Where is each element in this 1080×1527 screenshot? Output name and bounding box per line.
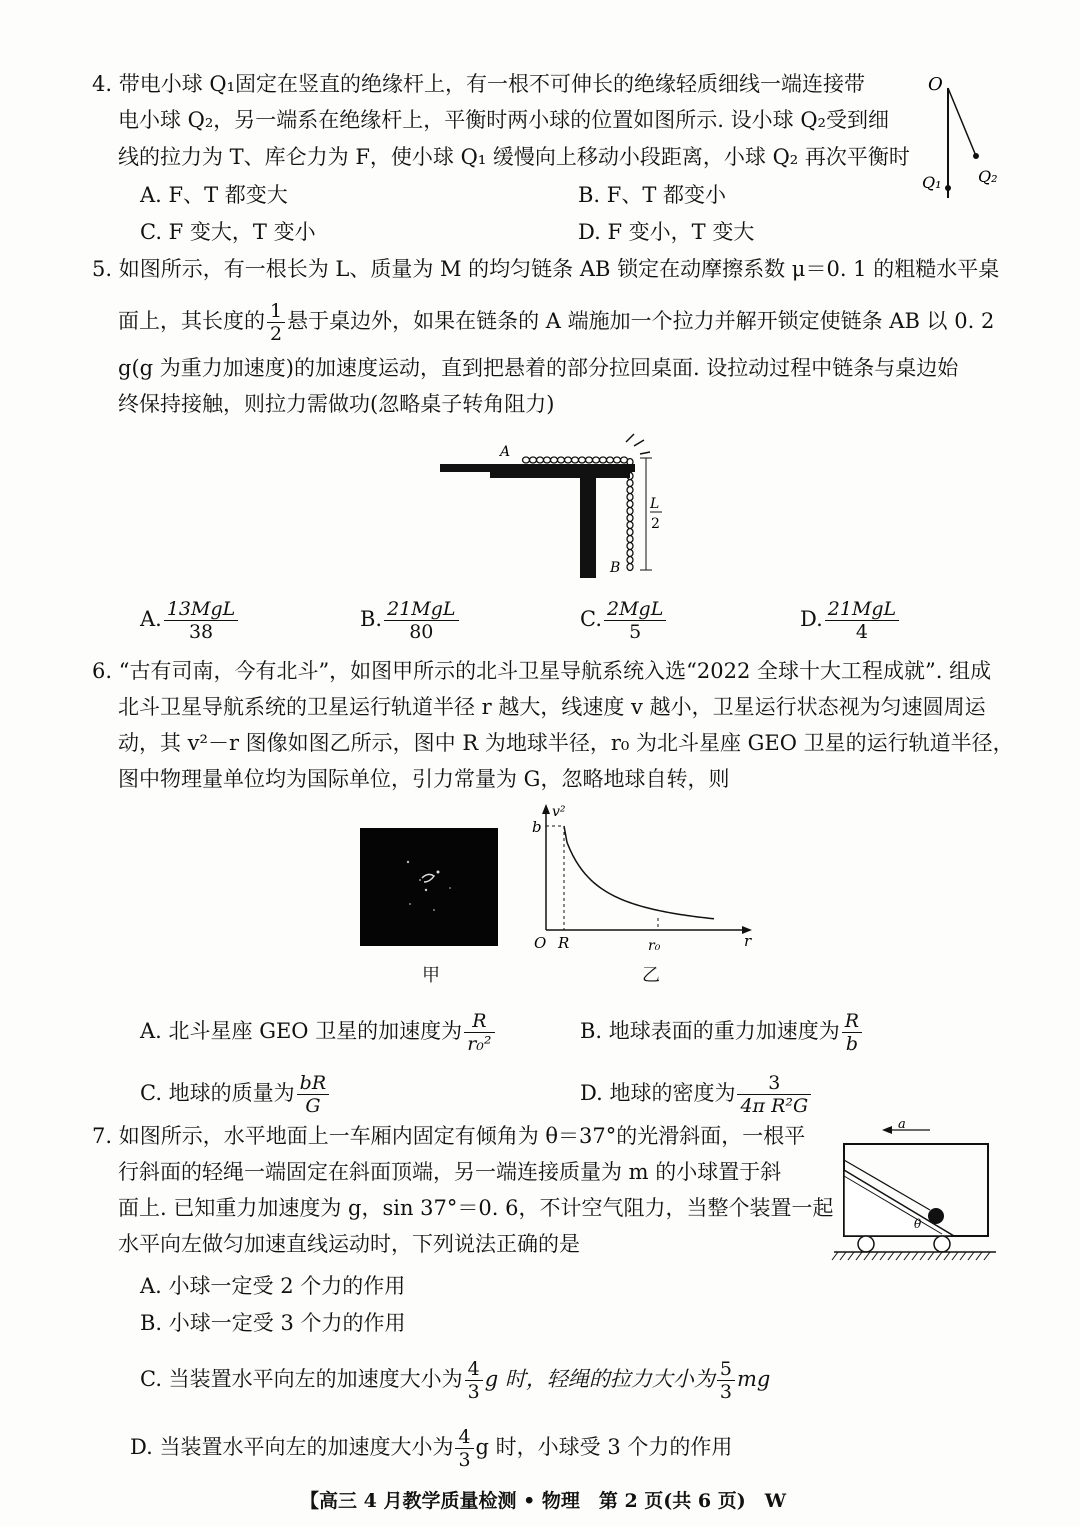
hatch-line: [880, 1252, 886, 1260]
label-r0: r₀: [648, 938, 661, 954]
pulley-edge-mark: [626, 434, 650, 454]
ball-q1: [945, 185, 951, 191]
hatch-line: [904, 1252, 910, 1260]
label-q2: Q₂: [978, 167, 998, 186]
chain-link: [551, 457, 558, 463]
label-q1: Q₁: [922, 173, 942, 192]
hatch-line: [864, 1252, 870, 1260]
q5-option-c: C. $\frac{\text{2MgL}}{5}$: [580, 598, 668, 643]
caption-jia: 甲: [422, 965, 440, 986]
caption-yi: 乙: [642, 965, 660, 986]
chain-link: [523, 457, 530, 463]
q4-line-3: 线的拉力为 T、库仑力为 F，使小球 Q₁ 缓慢向上移动小段距离，小球 Q₂ 再次平衡时: [118, 145, 910, 169]
q4-line-1: 4. 带电小球 Q₁固定在竖直的绝缘杆上，有一根不可伸长的绝缘轻质细线一端连接带: [92, 72, 866, 96]
q6-option-a: A. 北斗星座 GEO 卫星的加速度为 $\frac{R}{\text{r₀²}}$: [140, 1010, 497, 1055]
q4-option-b: B. F、T 都变小: [578, 183, 727, 207]
chain-link: [530, 457, 537, 463]
q7-figure-carriage: [830, 1118, 1000, 1268]
q4-line-2: 电小球 Q₂，另一端系在绝缘杆上，平衡时两小球的位置如图所示. 设小球 Q₂受到细: [118, 108, 889, 132]
hatch-line: [920, 1252, 926, 1260]
ball: [928, 1208, 944, 1224]
q7-option-d: D. 当装置水平向左的加速度大小为 $\frac{4}{3}$ g 时，小球受 3 个力的作用: [130, 1426, 733, 1471]
label-2: 2: [651, 516, 660, 532]
table-leg: [580, 478, 596, 578]
hatch-line: [840, 1252, 846, 1260]
hatch-line: [928, 1252, 934, 1260]
q5-line-2-pre: 面上，其长度的: [118, 309, 265, 333]
beidou-photo: [360, 828, 498, 946]
label-origin: O: [534, 934, 547, 952]
table-top: [440, 464, 635, 472]
q7-line-3: 面上. 已知重力加速度为 g，sin 37°＝0. 6，不计空气阻力，当整个装置一起: [118, 1196, 834, 1220]
label-l: L: [650, 496, 660, 512]
hatch-line: [912, 1252, 918, 1260]
q5-figure-chain-table: [430, 430, 680, 585]
label-R: R: [558, 934, 570, 952]
q6-v2-r-graph: [530, 800, 760, 960]
hatch-line: [984, 1252, 990, 1260]
hatch-line: [896, 1252, 902, 1260]
hatch-line: [848, 1252, 854, 1260]
page-footer: 【高三 4 月教学质量检测 • 物理 第 2 页(共 6 页) W: [300, 1490, 787, 1512]
chain-link: [627, 564, 633, 571]
q5-line-3: g(g 为重力加速度)的加速度运动，直到把悬着的部分拉回桌面. 设拉动过程中链条与桌边始: [118, 356, 959, 380]
hatch-line: [856, 1252, 862, 1260]
chain-link: [586, 457, 593, 463]
wheel-left: [858, 1236, 874, 1252]
chain-link: [627, 522, 633, 529]
q6-line-3: 动，其 v²－r 图像如图乙所示，图中 R 为地球半径，r₀ 为北斗星座 GEO 卫星的运行轨道半径，: [118, 731, 1014, 755]
photo-stars: [360, 828, 498, 946]
q6-line-1: 6. “古有司南，今有北斗”，如图甲所示的北斗卫星导航系统入选“2022 全球十大工程成就”. 组成: [92, 659, 992, 683]
v2-curve: [564, 826, 714, 919]
q5-option-a: A. $\frac{\text{13MgL}}{38}$: [140, 598, 240, 643]
thread: [948, 88, 976, 156]
q6-option-b: B. 地球表面的重力加速度为 $\frac{R}{b}$: [580, 1010, 864, 1055]
q6-option-c: C. 地球的质量为 $\frac{bR}{G}$: [140, 1072, 331, 1117]
chain-link: [579, 457, 586, 463]
hatch-line: [968, 1252, 974, 1260]
chain-link: [627, 536, 633, 543]
label-o: O: [928, 74, 943, 95]
label-b: b: [532, 818, 542, 836]
ground-hatch: [832, 1252, 990, 1260]
label-theta: θ: [914, 1217, 922, 1231]
q7-option-a: A. 小球一定受 2 个力的作用: [140, 1274, 406, 1298]
fraction-one-half: $\frac{1}{2}$: [267, 300, 285, 345]
chain-link: [600, 457, 607, 463]
label-r: r: [744, 932, 752, 950]
label-a: a: [898, 1118, 906, 1132]
q7-line-2: 行斜面的轻绳一端固定在斜面顶端，另一端连接质量为 m 的小球置于斜: [118, 1160, 782, 1184]
hatch-line: [952, 1252, 958, 1260]
q7-option-b: B. 小球一定受 3 个力的作用: [140, 1311, 406, 1335]
chain-link: [627, 487, 633, 494]
chain-link: [627, 480, 633, 487]
q5-option-d: D. $\frac{\text{21MgL}}{4}$: [800, 598, 901, 643]
q7-option-c: C. 当装置水平向左的加速度大小为 $\frac{4}{3}$ g 时，轻绳的拉力大小为 $\frac{5}{3}$ mg: [140, 1358, 771, 1403]
chain-link: [614, 457, 621, 463]
q4-figure: [920, 70, 1000, 210]
q5-line-2-post: 悬于桌边外，如果在链条的 A 端施加一个拉力并解开锁定使链条 AB 以 0. 2: [287, 309, 995, 333]
ball-q2: [973, 153, 979, 159]
hatch-line: [888, 1252, 894, 1260]
q4-option-a: A. F、T 都变大: [140, 183, 288, 207]
chain-link: [572, 457, 579, 463]
chain-link: [544, 457, 551, 463]
q5-option-b: B. $\frac{\text{21MgL}}{80}$: [360, 598, 461, 643]
q5-line-4: 终保持接触，则拉力需做功(忽略桌子转角阻力): [118, 392, 555, 416]
hatch-line: [936, 1252, 942, 1260]
q6-line-2: 北斗卫星导航系统的卫星运行轨道半径 r 越大，线速度 v 越小，卫星运行状态视为匀速圆周运: [118, 695, 986, 719]
chain-link: [607, 457, 614, 463]
chain-horizontal: [523, 457, 628, 463]
hatch-line: [976, 1252, 982, 1260]
q5-line-1: 5. 如图所示，有一根长为 L、质量为 M 的均匀链条 AB 锁定在动摩擦系数 μ＝0. 1 的粗糙水平桌: [92, 257, 1000, 281]
chain-link: [627, 494, 633, 501]
chain-link: [627, 501, 633, 508]
chain-link: [627, 529, 633, 536]
q6-option-d: D. 地球的密度为 $\frac{3}{\text{4π R²G}}$: [580, 1072, 813, 1117]
q7-line-4: 水平向左做匀加速直线运动时，下列说法正确的是: [118, 1232, 580, 1256]
chain-link: [558, 457, 565, 463]
chain-link: [593, 457, 600, 463]
chain-link: [627, 550, 633, 557]
q7-line-1: 7. 如图所示，水平地面上一车厢内固定有倾角为 θ＝37°的光滑斜面，一根平: [92, 1124, 806, 1148]
label-v2: v²: [552, 804, 566, 820]
incline: [844, 1170, 954, 1236]
label-a: A: [500, 444, 511, 460]
chain-link: [627, 557, 633, 564]
hatch-line: [944, 1252, 950, 1260]
q6-line-4: 图中物理量单位均为国际单位，引力常量为 G，忽略地球自转，则: [118, 767, 730, 791]
chain-link: [565, 457, 572, 463]
q5-line-2: [118, 300, 994, 345]
q4-option-d: D. F 变小，T 变大: [578, 220, 755, 244]
chain-link: [627, 543, 633, 550]
hatch-line: [960, 1252, 966, 1260]
hatch-line: [872, 1252, 878, 1260]
wheel-right: [934, 1236, 950, 1252]
hatch-line: [832, 1252, 838, 1260]
chain-link: [537, 457, 544, 463]
chain-link: [627, 508, 633, 515]
label-b: B: [610, 560, 621, 576]
q4-option-c: C. F 变大，T 变小: [140, 220, 316, 244]
chain-link: [627, 515, 633, 522]
